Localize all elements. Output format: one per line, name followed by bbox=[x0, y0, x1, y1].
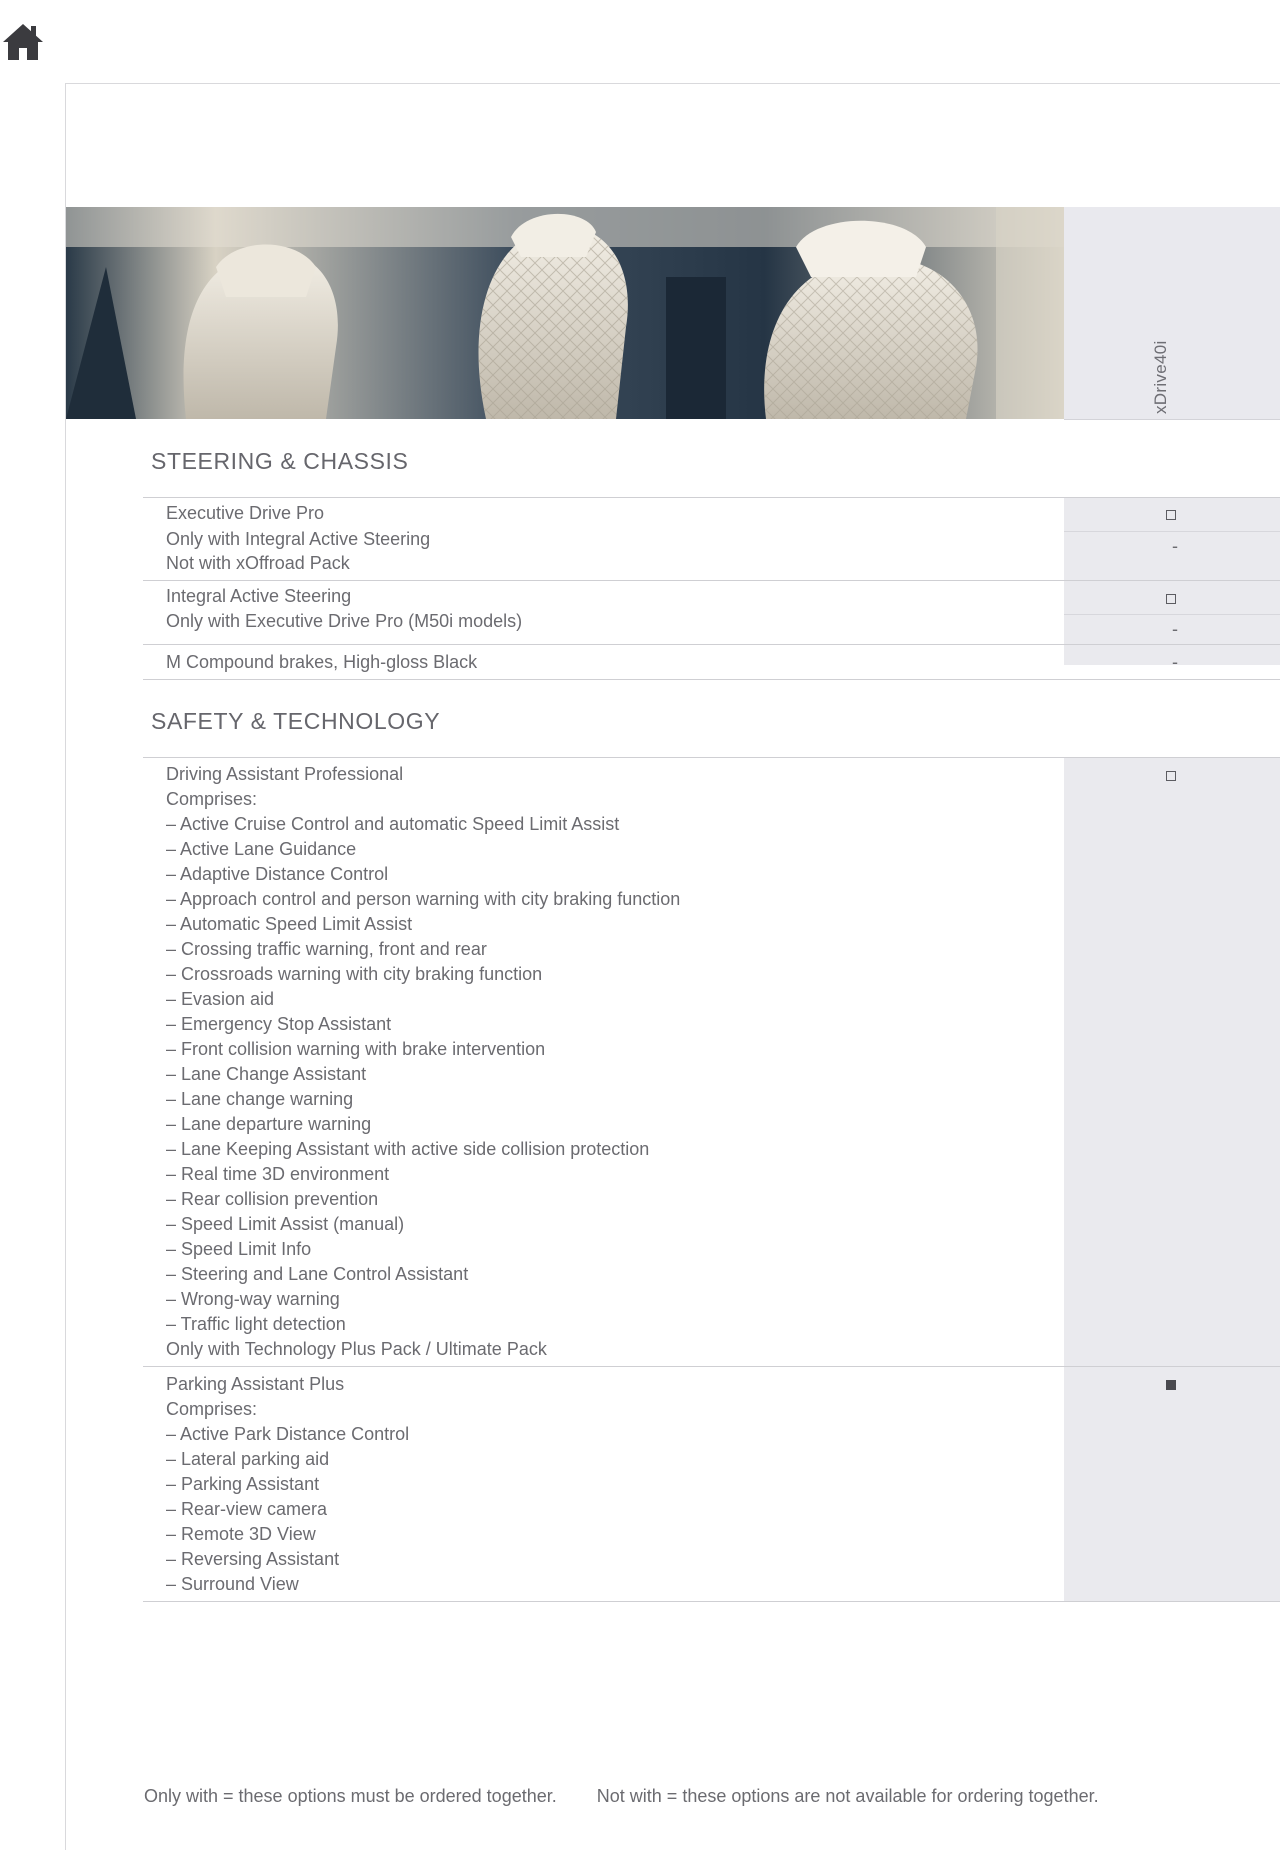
footnote-only-with: Only with = these options must be ordered together. bbox=[144, 1786, 557, 1806]
not-available-mark: - bbox=[1172, 536, 1178, 556]
list-item: – Approach control and person warning with city braking function bbox=[166, 889, 681, 909]
list-item: Comprises: bbox=[166, 1399, 258, 1419]
option-executive-drive-pro: Executive Drive Pro bbox=[166, 503, 325, 523]
list-item: – Surround View bbox=[166, 1574, 299, 1594]
list-item: – Lane Change Assistant bbox=[166, 1064, 367, 1084]
option-note: Only with Executive Drive Pro (M50i models) bbox=[166, 611, 523, 631]
list-item: – Automatic Speed Limit Assist bbox=[166, 914, 413, 934]
divider bbox=[1064, 614, 1280, 615]
option-note: Only with Technology Plus Pack / Ultimate Pack bbox=[166, 1339, 547, 1359]
divider bbox=[143, 757, 1280, 758]
list-item: – Active Park Distance Control bbox=[166, 1424, 410, 1444]
option-parking-assistant-plus: Parking Assistant Plus bbox=[166, 1374, 345, 1394]
footnote bbox=[144, 1786, 1099, 1807]
list-item: – Lane departure warning bbox=[166, 1114, 372, 1134]
list-item: – Lane change warning bbox=[166, 1089, 354, 1109]
divider bbox=[143, 679, 1280, 680]
list-item: Comprises: bbox=[166, 789, 258, 809]
list-item: – Wrong-way warning bbox=[166, 1289, 340, 1309]
variant-column-header bbox=[1064, 207, 1280, 420]
standard-filled-square-icon bbox=[1166, 1380, 1176, 1390]
variant-column-bg bbox=[1064, 758, 1280, 1601]
divider bbox=[143, 644, 1280, 645]
list-item: – Reversing Assistant bbox=[166, 1549, 340, 1569]
divider bbox=[1064, 531, 1280, 532]
list-item: – Evasion aid bbox=[166, 989, 275, 1009]
list-item: – Front collision warning with brake intervention bbox=[166, 1039, 546, 1059]
section-title-steering-chassis: STEERING & CHASSIS bbox=[151, 448, 409, 474]
optional-open-square-icon bbox=[1166, 510, 1176, 520]
optional-open-square-icon bbox=[1166, 771, 1176, 781]
option-driving-assistant-professional: Driving Assistant Professional bbox=[166, 764, 404, 784]
list-item: – Remote 3D View bbox=[166, 1524, 316, 1544]
variant-label: xDrive40i bbox=[1151, 340, 1170, 414]
list-item: – Lateral parking aid bbox=[166, 1449, 330, 1469]
list-item: – Real time 3D environment bbox=[166, 1164, 390, 1184]
list-item: – Active Lane Guidance bbox=[166, 839, 357, 859]
list-item: – Rear collision prevention bbox=[166, 1189, 379, 1209]
optional-open-square-icon bbox=[1166, 594, 1176, 604]
divider bbox=[143, 497, 1280, 498]
option-m-compound-brakes: M Compound brakes, High-gloss Black bbox=[166, 652, 478, 672]
list-item: – Parking Assistant bbox=[166, 1474, 320, 1494]
list-item: – Active Cruise Control and automatic Speed Limit Assist bbox=[166, 814, 620, 834]
list-item: – Traffic light detection bbox=[166, 1314, 346, 1334]
list-item: – Crossing traffic warning, front and rear bbox=[166, 939, 487, 959]
option-integral-active-steering: Integral Active Steering bbox=[166, 586, 352, 606]
list-item: – Speed Limit Assist (manual) bbox=[166, 1214, 405, 1234]
option-note: Only with Integral Active Steering bbox=[166, 529, 431, 549]
not-available-mark: - bbox=[1172, 619, 1178, 639]
home-icon[interactable] bbox=[0, 18, 46, 64]
list-item: – Crossroads warning with city braking function bbox=[166, 964, 543, 984]
list-item: – Emergency Stop Assistant bbox=[166, 1014, 392, 1034]
option-note: Not with xOffroad Pack bbox=[166, 553, 350, 573]
list-item: – Adaptive Distance Control bbox=[166, 864, 389, 884]
list-item: – Rear-view camera bbox=[166, 1499, 328, 1519]
divider bbox=[143, 1366, 1280, 1367]
footnote-not-with: Not with = these options are not available for ordering together. bbox=[596, 1786, 1099, 1806]
not-available-mark: - bbox=[1172, 652, 1178, 672]
list-item: – Steering and Lane Control Assistant bbox=[166, 1264, 469, 1284]
list-item: – Lane Keeping Assistant with active side collision protection bbox=[166, 1139, 650, 1159]
divider bbox=[143, 1601, 1280, 1602]
spec-page bbox=[65, 83, 1280, 1850]
divider bbox=[143, 580, 1280, 581]
section-title-safety-technology: SAFETY & TECHNOLOGY bbox=[151, 708, 441, 734]
list-item: – Speed Limit Info bbox=[166, 1239, 312, 1259]
interior-seats-image bbox=[66, 207, 1064, 419]
